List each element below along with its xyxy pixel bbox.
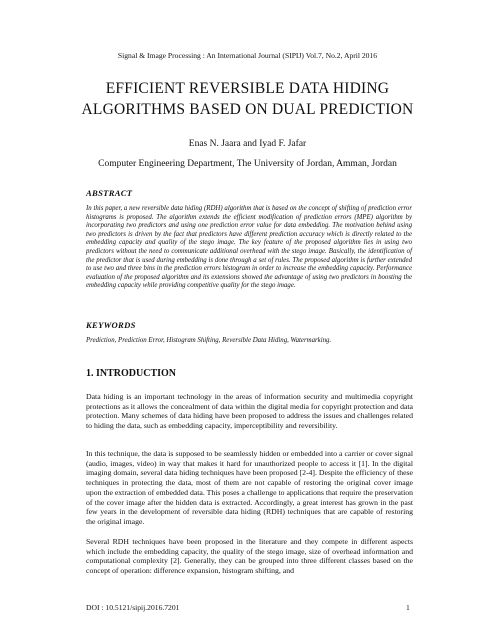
page-number: 1 bbox=[406, 603, 410, 612]
abstract-body: In this paper, a new reversible data hiding (RDH) algorithm that is based on the concept of shifting of prediction error histograms is proposed. The algorithm extends the efficient modification of prediction errors (MPE) algorithm by incorporating two predictors and using one prediction error value for data embedding. The motivation behind using two predictors is driven by the fact that predictors have different prediction accuracy which is directly related to the embedding capacity and quality of the stego image. The key feature of the proposed algorithm lies in using two predictors without the need to communicate additional overhead with the stego image. Basically, the identification of the predictor that is used during embedding is done through a set of rules. The proposed algorithm is further extended to use two and three bins in the prediction errors histogram in order to increase the embedding capacity. Performance evaluation of the proposed algorithm and its extensions showed the advantage of using two predictors in boosting the embedding capacity while providing competitive quality for the stego image. bbox=[86, 205, 412, 290]
keywords-heading: KEYWORDS bbox=[86, 320, 136, 330]
intro-paragraph-1: Data hiding is an important technology in the areas of information security and multimedia copyright protections as it allows the concealment of data within the digital media for copyright protection and data protection. Many schemes of data hiding have been proposed to address the issues and challenges related to hiding the data, such as embedding capacity, imperceptibility and reversibility. bbox=[86, 392, 413, 431]
journal-header: Signal & Image Processing : An International Journal (SIPIJ) Vol.7, No.2, April 2016 bbox=[117, 51, 378, 60]
section-heading-introduction: 1. INTRODUCTION bbox=[86, 368, 177, 379]
keywords-body: Prediction, Prediction Error, Histogram Shifting, Reversible Data Hiding, Watermarking. bbox=[86, 337, 332, 344]
footer-doi: DOI : 10.5121/sipij.2016.7201 bbox=[86, 603, 180, 612]
title-line-1: EFFICIENT REVERSIBLE DATA HIDING bbox=[105, 80, 390, 97]
title-line-2: ALGORITHMS BASED ON DUAL PREDICTION bbox=[81, 101, 414, 118]
abstract-heading: ABSTRACT bbox=[86, 188, 133, 198]
intro-paragraph-2: In this technique, the data is supposed to be seamlessly hidden or embedded into a carrier or cover signal (audio, images, video) in way that makes it hard for unauthorized people to access it [1]. In the digital imaging domain, several data hiding techniques have been proposed [2-4]. Despite the efficiency of these techniques in protecting the data, most of them are not capable of restoring the original cover image upon the extraction of embedded data. This poses a challenge to applications that require the preservation of the cover image after the hidden data is extracted. Accordingly, a great interest has grown in the past few years in the development of reversible data hiding (RDH) techniques that are capable of restoring the original image. bbox=[86, 449, 413, 526]
affiliation: Computer Engineering Department, The University of Jordan, Amman, Jordan bbox=[98, 159, 397, 169]
authors: Enas N. Jaara and Iyad F. Jafar bbox=[188, 139, 307, 149]
paper-title bbox=[0, 78, 495, 120]
intro-paragraph-3: Several RDH techniques have been proposed in the literature and they compete in different aspects which include the embedding capacity, the quality of the stego image, size of overhead information and computational complexity [2]. Generally, they can be grouped into three different classes based on the concept of operation: difference expansion, histogram shifting, and bbox=[86, 537, 413, 576]
